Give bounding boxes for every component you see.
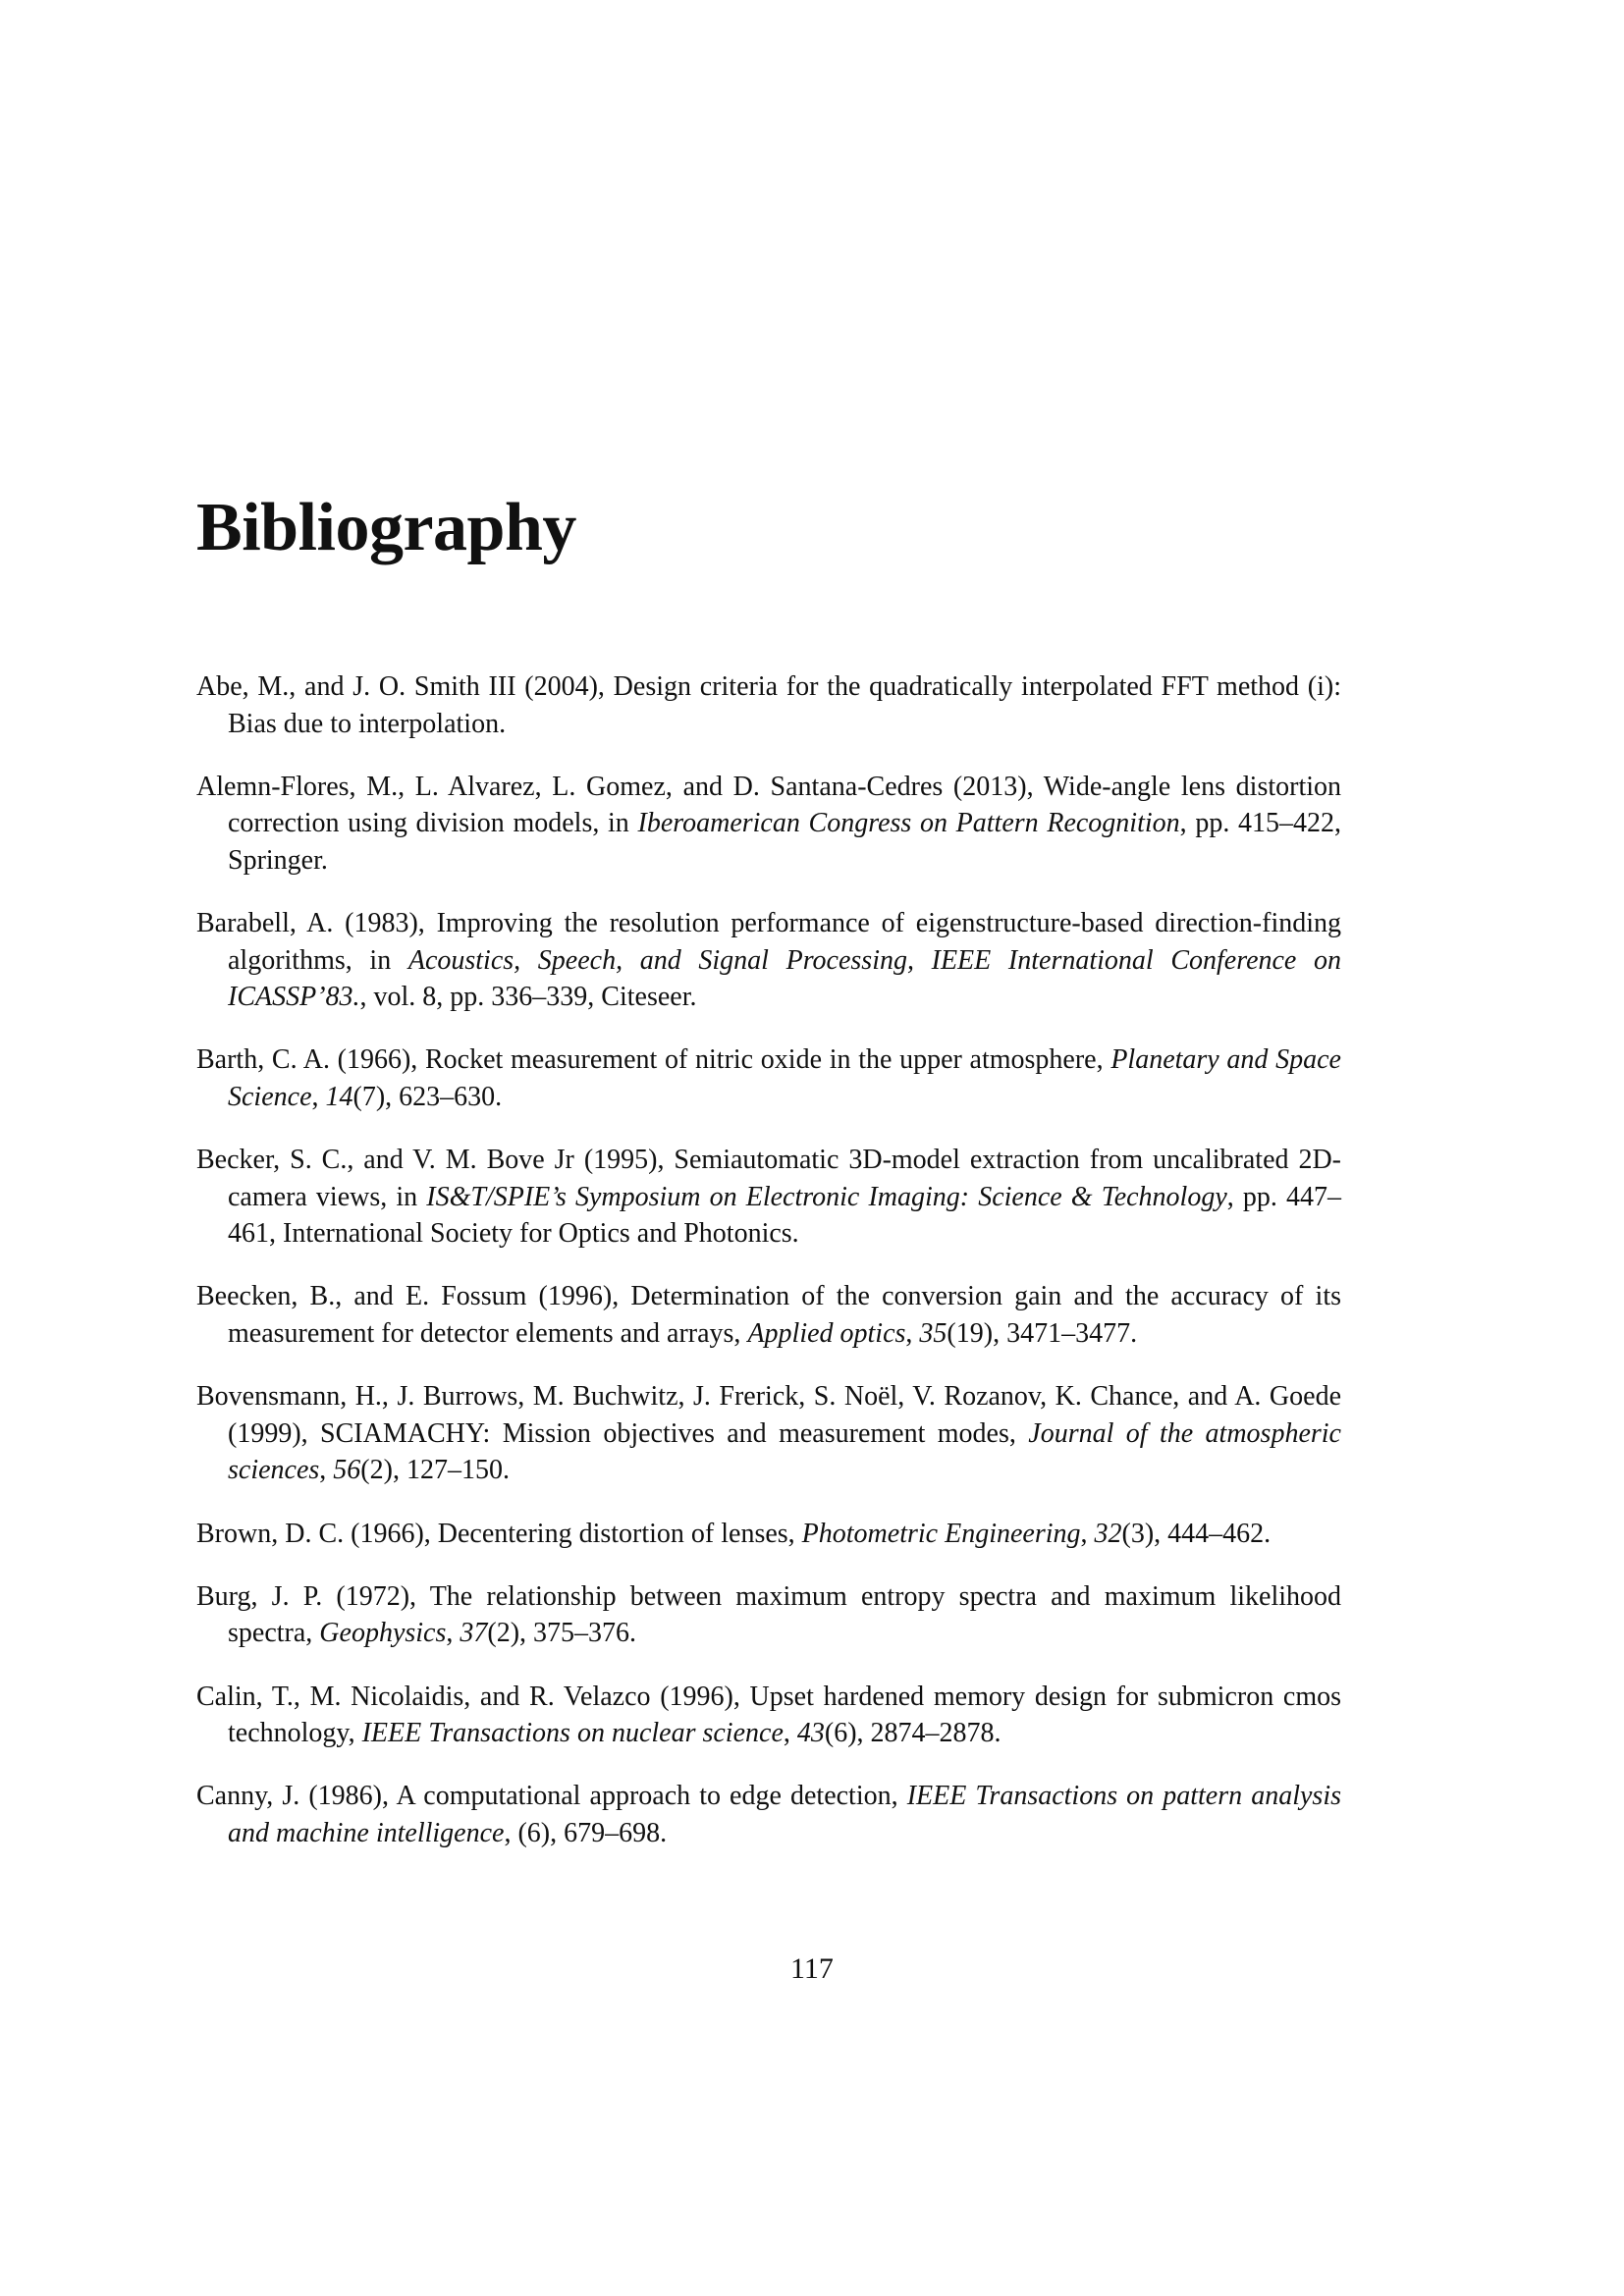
reference-item <box>196 769 1341 880</box>
reference-text: (7), 623–630. <box>352 1081 503 1112</box>
reference-text: (2), 375–376. <box>487 1618 637 1649</box>
reference-item <box>196 1378 1341 1489</box>
reference-item <box>196 1778 1341 1851</box>
reference-text: Barabell, A. (1983), Improving the resolution performance of eigenstructure-based direction-finding algorithms, in <box>196 908 1341 976</box>
reference-volume: 37 <box>460 1618 488 1649</box>
reference-text: , <box>446 1618 460 1649</box>
reference-text: (3), 444–462. <box>1121 1518 1272 1549</box>
reference-text: (6), 2874–2878. <box>824 1718 1001 1749</box>
reference-item <box>196 1041 1341 1115</box>
page-number: 117 <box>790 1952 834 1985</box>
reference-venue: IS&T/SPIE’s Symposium on Electronic Imaging: Science & Technology <box>426 1181 1227 1212</box>
reference-text: Bovensmann, H., J. Burrows, M. Buchwitz, J. Frerick, S. Noël, V. Rozanov, K. Chance, and A. Goede (1999), SCIAMACHY: Mission objectives and measurement modes, <box>196 1381 1341 1449</box>
reference-text: Alemn-Flores, M., L. Alvarez, L. Gomez, and D. Santana-Cedres (2013), Wide-angle lens distortion correction using division models, in <box>196 771 1341 839</box>
reference-text: , vol. 8, pp. 336–339, Citeseer. <box>359 982 697 1013</box>
reference-text: (19), 3471–3477. <box>947 1317 1138 1349</box>
reference-venue: IEEE Transactions on pattern analysis and machine intelligence <box>228 1781 1341 1848</box>
reference-volume: 35 <box>919 1317 947 1349</box>
reference-venue: Journal of the atmospheric sciences <box>228 1417 1341 1486</box>
page-title: Bibliography <box>196 490 576 565</box>
reference-venue: Applied optics <box>747 1317 906 1349</box>
reference-item <box>196 1679 1341 1752</box>
reference-text: Brown, D. C. (1966), Decentering distortion of lenses, <box>196 1518 802 1549</box>
reference-item <box>196 1142 1341 1253</box>
reference-item <box>196 668 1341 742</box>
reference-text: (2), 127–150. <box>360 1455 510 1486</box>
reference-text: , (6), 679–698. <box>504 1817 668 1848</box>
reference-venue: Acoustics, Speech, and Signal Processing, IEEE International Conference on ICASSP’83. <box>228 944 1341 1013</box>
reference-venue: Geophysics <box>319 1618 447 1649</box>
reference-text: , <box>1080 1518 1095 1549</box>
reference-text: Barth, C. A. (1966), Rocket measurement of nitric oxide in the upper atmosphere, <box>196 1044 1111 1076</box>
reference-text: Burg, J. P. (1972), The relationship between maximum entropy spectra and maximum likelihood spectra, <box>196 1580 1341 1649</box>
reference-item <box>196 905 1341 1016</box>
reference-text: Canny, J. (1986), A computational approach to edge detection, <box>196 1781 907 1812</box>
reference-venue: Iberoamerican Congress on Pattern Recognition <box>637 808 1180 839</box>
reference-volume: 56 <box>333 1455 361 1486</box>
reference-volume: 32 <box>1094 1518 1122 1549</box>
reference-venue: IEEE Transactions on nuclear science <box>361 1718 784 1749</box>
reference-text: Calin, T., M. Nicolaidis, and R. Velazco (1996), Upset hardened memory design for submicron cmos technology, <box>196 1681 1341 1749</box>
reference-text: Abe, M., and J. O. Smith III (2004), Design criteria for the quadratically interpolated FFT method (i): Bias due to interpolation. <box>196 671 1341 739</box>
reference-text: , <box>905 1317 920 1349</box>
reference-list <box>196 668 1341 1878</box>
reference-item <box>196 1578 1341 1652</box>
reference-venue: Photometric Engineering <box>801 1518 1081 1549</box>
reference-text: , <box>319 1455 334 1486</box>
reference-text: , pp. 415–422, Springer. <box>228 808 1342 876</box>
reference-volume: 43 <box>796 1718 825 1749</box>
reference-venue: Planetary and Space Science <box>228 1044 1341 1112</box>
reference-text: , pp. 447–461, International Society for Optics and Photonics. <box>228 1181 1341 1250</box>
reference-item <box>196 1278 1341 1352</box>
reference-item <box>196 1516 1341 1553</box>
reference-text: , <box>311 1081 326 1112</box>
reference-text: Becker, S. C., and V. M. Bove Jr (1995), Semiautomatic 3D-model extraction from uncalibrated 2D-camera views, in <box>196 1145 1341 1212</box>
reference-text: Beecken, B., and E. Fossum (1996), Determination of the conversion gain and the accuracy of its measurement for detector elements and arrays, <box>196 1281 1341 1349</box>
reference-volume: 14 <box>325 1081 353 1112</box>
reference-text: , <box>783 1718 797 1749</box>
